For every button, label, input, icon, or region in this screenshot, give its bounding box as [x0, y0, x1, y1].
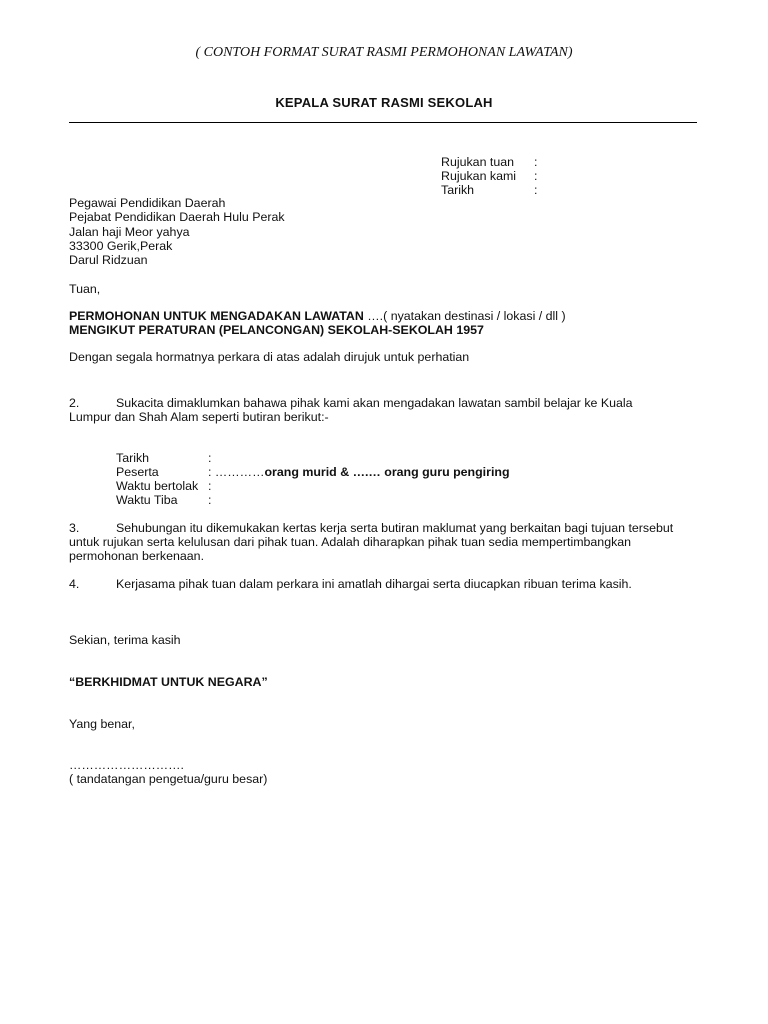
para4-line: Kerjasama pihak tuan dalam perkara ini amatlah dihargai serta diucapkan ribuan terima kasih. — [116, 577, 632, 591]
detail-colon: : — [208, 465, 212, 479]
signature-caption: ( tandatangan pengetua/guru besar) — [69, 772, 268, 786]
detail-label-peserta: Peserta — [116, 465, 159, 479]
yours-truly: Yang benar, — [69, 717, 135, 731]
motto: “BERKHIDMAT UNTUK NEGARA” — [69, 675, 268, 689]
detail-colon: : — [208, 493, 212, 507]
subject-line-1 — [69, 309, 566, 324]
para-number: 4. — [69, 577, 80, 591]
detail-label-waktu-tiba: Waktu Tiba — [116, 493, 178, 507]
subject-bold: PERMOHONAN UNTUK MENGADAKAN LAWATAN — [69, 309, 364, 323]
letterhead-title: KEPALA SURAT RASMI SEKOLAH — [275, 95, 493, 110]
para3-line: permohonan berkenaan. — [69, 549, 205, 563]
intro-paragraph: Dengan segala hormatnya perkara di atas adalah dirujuk untuk perhatian — [69, 350, 470, 364]
ref-label-rujukan-kami: Rujukan kami — [441, 169, 517, 183]
address-line: Pegawai Pendidikan Daerah — [69, 196, 226, 210]
address-line: Pejabat Pendidikan Daerah Hulu Perak — [69, 210, 285, 224]
participant-text: orang murid & ….… orang guru pengiring — [264, 465, 510, 479]
ref-colon: : — [534, 183, 538, 197]
address-line: Darul Ridzuan — [69, 253, 148, 267]
signature-line: ………………………. — [69, 758, 184, 772]
para2-line: Lumpur dan Shah Alam seperti butiran berikut:- — [69, 410, 329, 424]
para3-line: Sehubungan itu dikemukakan kertas kerja serta butiran maklumat yang berkaitan bagi tujuan tersebut — [116, 521, 674, 535]
para-number: 2. — [69, 396, 80, 410]
detail-colon: : — [208, 451, 212, 465]
subject-line-2: MENGIKUT PERATURAN (PELANCONGAN) SEKOLAH-SEKOLAH 1957 — [69, 323, 484, 337]
subject-note: ….( nyatakan destinasi / lokasi / dll ) — [363, 309, 566, 323]
ref-label-rujukan-tuan: Rujukan tuan — [441, 155, 515, 169]
detail-value-peserta — [208, 465, 510, 480]
participant-dots: ………… — [211, 465, 265, 479]
salutation: Tuan, — [69, 282, 101, 296]
ref-colon: : — [534, 155, 538, 169]
address-line: 33300 Gerik,Perak — [69, 239, 173, 253]
address-line: Jalan haji Meor yahya — [69, 225, 190, 239]
ref-colon: : — [534, 169, 538, 183]
template-caption: ( CONTOH FORMAT SURAT RASMI PERMOHONAN LAWATAN) — [195, 45, 573, 60]
para-number: 3. — [69, 521, 80, 535]
ref-label-tarikh: Tarikh — [441, 183, 475, 197]
para3-line: untuk rujukan serta kelulusan dari pihak tuan. Adalah diharapkan pihak tuan sedia mempertimbangkan — [69, 535, 632, 549]
letterhead-divider — [69, 122, 697, 123]
detail-label-tarikh: Tarikh — [116, 451, 150, 465]
detail-label-waktu-bertolak: Waktu bertolak — [116, 479, 199, 493]
closing-line: Sekian, terima kasih — [69, 633, 181, 647]
para2-line: Sukacita dimaklumkan bahawa pihak kami akan mengadakan lawatan sambil belajar ke Kuala — [116, 396, 633, 410]
detail-colon: : — [208, 479, 212, 493]
